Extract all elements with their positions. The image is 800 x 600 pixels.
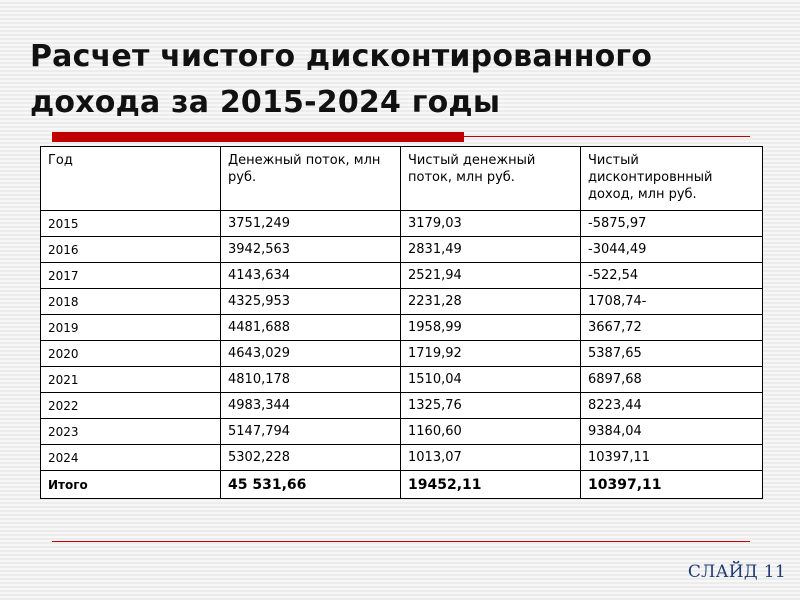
cell-cash-flow: 4643,029	[221, 341, 401, 367]
cell-year: 2020	[41, 341, 221, 367]
table-row	[41, 367, 763, 393]
total-net-cash-flow: 19452,11	[401, 471, 581, 499]
cell-npv: 10397,11	[581, 445, 763, 471]
cell-npv: -3044,49	[581, 237, 763, 263]
slide-number: СЛАЙД 11	[687, 562, 786, 582]
table-row	[41, 289, 763, 315]
column-header-cash-flow: Денежный поток, млн руб.	[221, 147, 401, 211]
cell-net-cash-flow: 1013,07	[401, 445, 581, 471]
cell-net-cash-flow: 2831,49	[401, 237, 581, 263]
cell-cash-flow: 4325,953	[221, 289, 401, 315]
cell-npv: 8223,44	[581, 393, 763, 419]
total-cash-flow: 45 531,66	[221, 471, 401, 499]
cell-cash-flow: 3751,249	[221, 211, 401, 237]
table-row	[41, 445, 763, 471]
cell-year: 2016	[41, 237, 221, 263]
column-header-net-cash-flow: Чистый денежный поток, млн руб.	[401, 147, 581, 211]
cell-cash-flow: 3942,563	[221, 237, 401, 263]
cell-net-cash-flow: 1510,04	[401, 367, 581, 393]
table-row	[41, 393, 763, 419]
table-row	[41, 237, 763, 263]
slide-title-line-1: Расчет чистого дисконтированного	[30, 39, 653, 74]
total-npv: 10397,11	[581, 471, 763, 499]
cell-net-cash-flow: 1160,60	[401, 419, 581, 445]
cell-npv: -5875,97	[581, 211, 763, 237]
cell-net-cash-flow: 1719,92	[401, 341, 581, 367]
table-body	[41, 211, 763, 471]
cell-cash-flow: 4810,178	[221, 367, 401, 393]
footer-line	[52, 541, 750, 542]
cell-year: 2019	[41, 315, 221, 341]
column-header-year: Год	[41, 147, 221, 211]
cell-year: 2021	[41, 367, 221, 393]
slide-title	[30, 34, 780, 126]
cell-npv: 3667,72	[581, 315, 763, 341]
slide-title-line-2: дохода за 2015-2024 годы	[30, 85, 501, 120]
cell-cash-flow: 4143,634	[221, 263, 401, 289]
table-row	[41, 419, 763, 445]
cell-cash-flow: 4983,344	[221, 393, 401, 419]
cell-npv: 5387,65	[581, 341, 763, 367]
table-row	[41, 315, 763, 341]
table-row	[41, 211, 763, 237]
cell-npv: 6897,68	[581, 367, 763, 393]
table-row	[41, 341, 763, 367]
cell-cash-flow: 4481,688	[221, 315, 401, 341]
cell-year: 2015	[41, 211, 221, 237]
cell-npv: 9384,04	[581, 419, 763, 445]
cell-net-cash-flow: 2521,94	[401, 263, 581, 289]
table-header-row	[41, 147, 763, 211]
cell-year: 2022	[41, 393, 221, 419]
cell-net-cash-flow: 3179,03	[401, 211, 581, 237]
cell-year: 2018	[41, 289, 221, 315]
total-label: Итого	[41, 471, 221, 499]
cell-year: 2023	[41, 419, 221, 445]
cell-cash-flow: 5302,228	[221, 445, 401, 471]
cell-net-cash-flow: 1958,99	[401, 315, 581, 341]
column-header-npv: Чистый дисконтировнный доход, млн руб.	[581, 147, 763, 211]
ndd-table	[40, 146, 763, 499]
title-accent-bar	[52, 132, 464, 142]
cell-npv: -522,54	[581, 263, 763, 289]
cell-cash-flow: 5147,794	[221, 419, 401, 445]
cell-net-cash-flow: 1325,76	[401, 393, 581, 419]
cell-year: 2024	[41, 445, 221, 471]
cell-net-cash-flow: 2231,28	[401, 289, 581, 315]
table-row	[41, 263, 763, 289]
table-total-row	[41, 471, 763, 499]
cell-year: 2017	[41, 263, 221, 289]
cell-npv: 1708,74-	[581, 289, 763, 315]
